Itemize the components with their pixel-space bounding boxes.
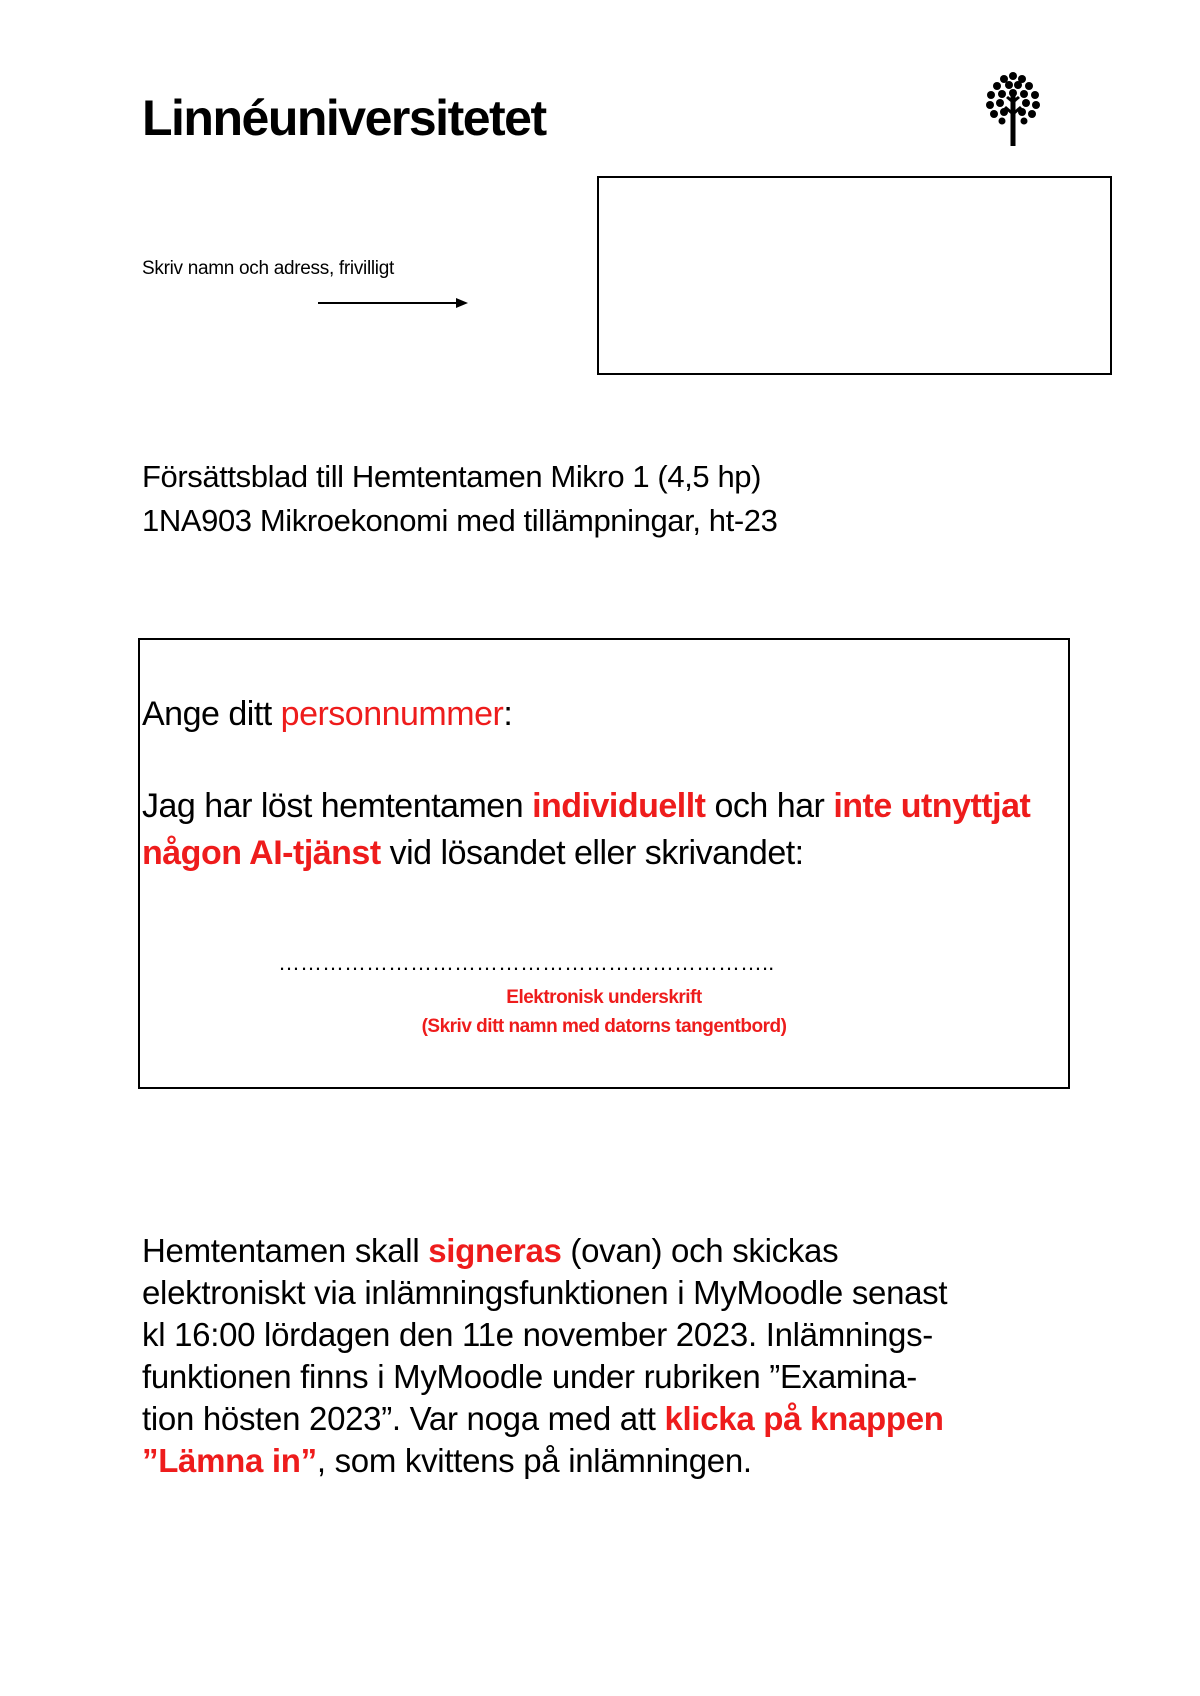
personnummer-prompt bbox=[142, 692, 512, 736]
instr-l6-highlight: ”Lämna in” bbox=[142, 1442, 317, 1479]
instructions-line-5 bbox=[142, 1398, 1092, 1440]
decl-part-2: och har bbox=[705, 787, 834, 825]
instr-l1-highlight: signeras bbox=[428, 1232, 562, 1269]
declaration-text bbox=[142, 783, 1067, 877]
decl-highlight-2: inte utnyttjat någon AI-tjänst bbox=[142, 787, 1031, 872]
instructions-line-6 bbox=[142, 1440, 1092, 1482]
tree-logo-icon bbox=[982, 70, 1044, 146]
page-title bbox=[142, 455, 777, 543]
pnr-suffix: : bbox=[503, 695, 513, 733]
submission-instructions bbox=[142, 1230, 1092, 1482]
instr-l1-c: (ovan) och skickas bbox=[561, 1232, 839, 1269]
instructions-line-4: funktionen finns i MyMoodle under rubriken ”Examina- bbox=[142, 1358, 917, 1395]
instructions-line-2: elektroniskt via inlämningsfunktionen i MyMoodle senast bbox=[142, 1274, 948, 1311]
pnr-highlight: personnummer bbox=[280, 695, 504, 733]
instr-l5-a: tion hösten 2023”. Var noga med att bbox=[142, 1400, 665, 1437]
instructions-line-3: kl 16:00 lördagen den 11e november 2023. Inlämnings- bbox=[142, 1316, 933, 1353]
signature-instruction: (Skriv ditt namn med datorns tangentbord) bbox=[421, 1016, 787, 1037]
signature-label: Elektronisk underskrift bbox=[506, 987, 702, 1008]
address-hint: Skriv namn och adress, frivilligt bbox=[142, 258, 394, 279]
instr-l1-a: Hemtentamen skall bbox=[142, 1232, 429, 1269]
university-logo-text: Linnéuniversitetet bbox=[142, 90, 546, 146]
decl-highlight-1: individuellt bbox=[532, 787, 706, 825]
instructions-line-1 bbox=[142, 1230, 1092, 1272]
decl-part-3: vid lösandet eller skrivandet: bbox=[380, 834, 804, 872]
signature-line[interactable]: ………………………………………………………….. bbox=[278, 950, 775, 975]
arrow-right-icon bbox=[318, 296, 468, 310]
instr-l5-highlight: klicka på knappen bbox=[664, 1400, 944, 1437]
title-line-1: Försättsblad till Hemtentamen Mikro 1 (4,5 hp) bbox=[142, 459, 762, 494]
pnr-prefix: Ange ditt bbox=[142, 695, 281, 733]
decl-part-1: Jag har löst hemtentamen bbox=[142, 787, 533, 825]
address-field-box[interactable] bbox=[597, 176, 1112, 375]
instr-l6-b: , som kvittens på inlämningen. bbox=[316, 1442, 752, 1479]
title-line-2: 1NA903 Mikroekonomi med tillämpningar, ht-23 bbox=[142, 503, 778, 538]
